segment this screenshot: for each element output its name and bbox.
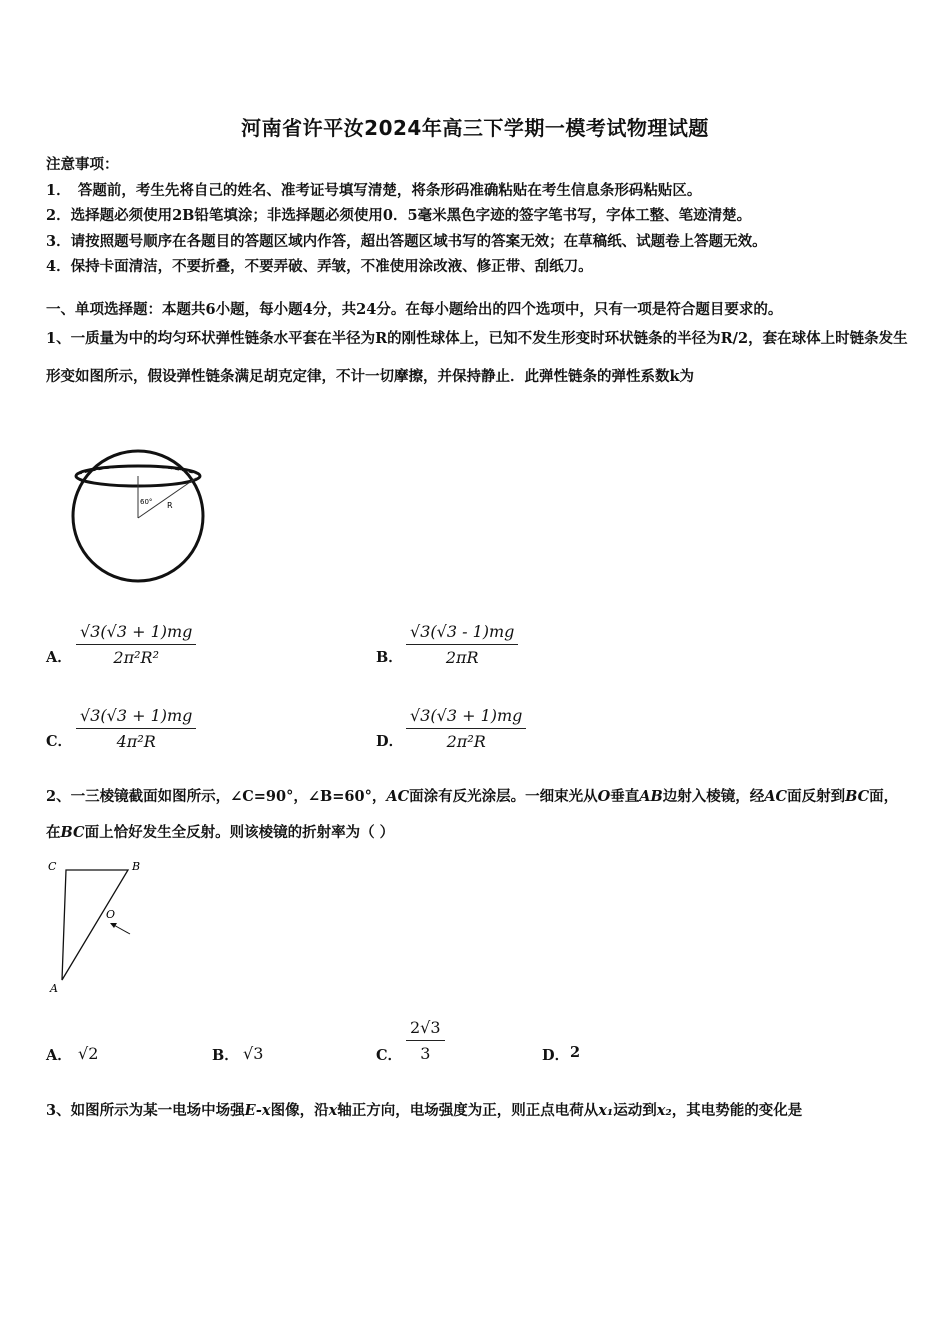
q3-text-part: x₂	[656, 1102, 672, 1119]
point-o-label: O	[106, 908, 116, 921]
notice-item: 3．请按照题号顺序在各题目的答题区域内作答，超出答题区域书写的答案无效；在草稿纸、试题卷上答题无效。	[46, 232, 767, 250]
option-d-denominator: 2π²R	[446, 732, 486, 751]
q2-option-a-label: A．	[46, 1047, 72, 1064]
q2-option-d-label: D．	[542, 1047, 570, 1064]
figure-angle-label: 60°	[140, 498, 153, 506]
q2-text-part: 面上恰好发生全反射。则该棱镜的折射率为（ ）	[84, 824, 395, 841]
option-b-numerator: √3(√3 - 1)mg	[406, 622, 518, 645]
figure-radius-label: R	[167, 501, 173, 510]
page-title: 河南省许平汝2024年高三下学期一模考试物理试题	[241, 116, 709, 140]
prism-figure	[44, 856, 164, 996]
option-d-numerator: √3(√3 + 1)mg	[406, 706, 526, 729]
q3-text-part: x	[328, 1102, 338, 1119]
q3-text-part: 图像，沿	[270, 1102, 329, 1119]
option-c-numerator: √3(√3 + 1)mg	[76, 706, 196, 729]
option-b-label: B．	[376, 649, 403, 666]
q2-option-b-label: B．	[212, 1047, 239, 1064]
option-a-fraction	[76, 622, 196, 667]
q2-text-part: 边射入棱镜，经	[662, 788, 765, 805]
q3-text-part: E-x	[244, 1102, 271, 1119]
option-a-denominator: 2π²R²	[113, 648, 159, 667]
notice-item: 4．保持卡面清洁，不要折叠，不要弄破、弄皱，不准使用涂改液、修正带、刮纸刀。	[46, 258, 593, 275]
q2-text-part: 面，在	[46, 788, 899, 841]
notice-item: 2．选择题必须使用2B铅笔填涂；非选择题必须使用0．5毫米黑色字迹的签字笔书写，字体工整、笔迹清楚。	[46, 207, 752, 224]
option-d-label: D．	[376, 733, 404, 750]
notice-item: 1． 答题前，考生先将自己的姓名、准考证号填写清楚，将条形码准确粘贴在考生信息条形码粘贴区。	[46, 181, 702, 199]
q2-text-part: O	[597, 788, 611, 805]
q2-text-part: AB	[639, 788, 663, 805]
notice-heading: 注意事项：	[46, 156, 119, 173]
q3-text-part: ，其电势能的变化是	[671, 1102, 803, 1119]
question-1-text: 1、一质量为中的均匀环状弹性链条水平套在半径为R的刚性球体上，已知不发生形变时环状链条的半径为R/2，套在球体上时链条发生形变如图所示，假设弹性链条满足胡克定律，不计一切摩擦，并保持静止．此弹性链条的弹性系数k为	[46, 330, 908, 385]
option-b-denominator: 2πR	[445, 648, 479, 667]
vertex-b-label: B	[132, 860, 141, 873]
q2-text-part: AC	[764, 788, 788, 805]
sphere-chain-figure	[64, 436, 214, 586]
q2-option-c-fraction	[406, 1018, 445, 1063]
option-a-numerator: √3(√3 + 1)mg	[76, 622, 196, 645]
q2-option-d-value: 2	[570, 1044, 581, 1061]
option-b-fraction	[406, 622, 518, 667]
q2-option-a-value: √2	[78, 1044, 99, 1063]
q3-text-part: 3、如图所示为某一电场中场强	[46, 1102, 245, 1119]
option-d-fraction	[406, 706, 526, 751]
notice-block	[46, 152, 906, 280]
vertex-a-label: A	[50, 982, 58, 995]
option-a-label: A．	[46, 649, 72, 666]
q2-text-part: BC	[845, 788, 870, 805]
option-c-denominator: 4π²R	[116, 732, 156, 751]
question-3-text	[46, 1092, 908, 1130]
q2-text-part: 2、一三棱镜截面如图所示，∠C=90°，∠B=60°，	[46, 788, 387, 805]
q2-option-c-label: C．	[376, 1047, 403, 1064]
vertex-c-label: C	[48, 860, 57, 873]
q2-text-part: 面反射到	[787, 788, 846, 805]
option-c-label: C．	[46, 733, 73, 750]
q3-text-part: 轴正方向，电场强度为正，则正点电荷从	[337, 1102, 599, 1119]
q2-text-part: AC	[386, 788, 410, 805]
q2-text-part: BC	[60, 824, 85, 841]
q3-text-part: 运动到	[613, 1102, 657, 1119]
q2-option-c-numerator: 2√3	[406, 1018, 445, 1041]
q3-text-part: x₁	[598, 1102, 614, 1119]
option-c-fraction	[76, 706, 196, 751]
q2-text-part: 面涂有反光涂层。一细束光从	[409, 788, 598, 805]
question-2-text	[46, 779, 908, 851]
q2-text-part: 垂直	[610, 788, 640, 805]
q2-option-b-value: √3	[243, 1044, 264, 1063]
q2-option-c-denominator: 3	[420, 1044, 431, 1063]
section-heading: 一、单项选择题：本题共6小题，每小题4分，共24分。在每小题给出的四个选项中，只有一项是符合题目要求的。	[46, 301, 783, 318]
